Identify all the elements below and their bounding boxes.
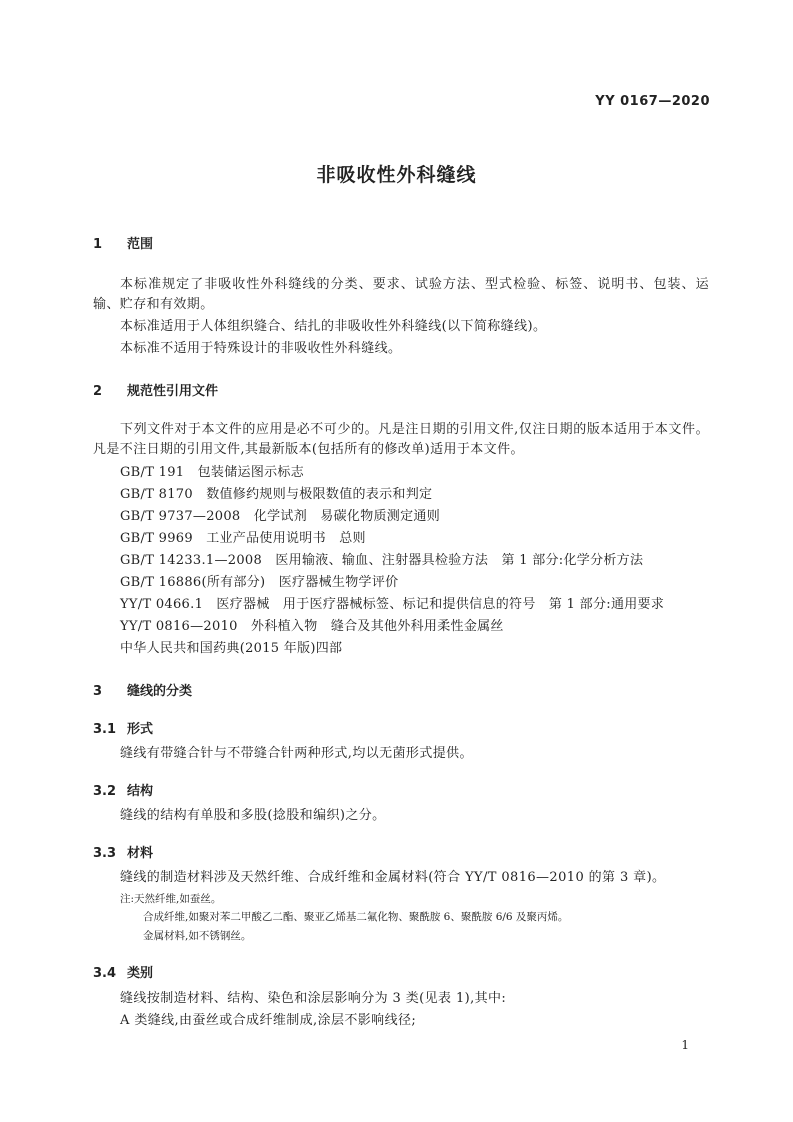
section-number: 3.3 bbox=[93, 846, 117, 861]
reference-item: 中华人民共和国药典(2015 年版)四部 bbox=[120, 641, 343, 656]
reference-item: GB/T 9969 工业产品使用说明书 总则 bbox=[120, 531, 366, 546]
section-title: 类别 bbox=[127, 966, 154, 981]
document-code: YY 0167—2020 bbox=[595, 94, 710, 109]
reference-item: GB/T 16886(所有部分) 医疗器械生物学评价 bbox=[120, 575, 399, 590]
section-title: 材料 bbox=[127, 846, 154, 861]
section-title: 形式 bbox=[127, 722, 154, 737]
section-1-heading bbox=[93, 233, 153, 252]
note-text: 金属材料,如不锈钢丝。 bbox=[143, 930, 252, 942]
note bbox=[120, 891, 221, 907]
paragraph: 下列文件对于本文件的应用是必不可少的。凡是注日期的引用文件,仅注日期的版本适用于本文件。凡是不注日期的引用文件,其最新版本(包括所有的修改单)适用于本文件。 bbox=[93, 422, 709, 457]
section-title: 缝线的分类 bbox=[127, 684, 193, 699]
section-3-heading bbox=[93, 680, 192, 699]
paragraph: 缝线的结构有单股和多股(捻股和编织)之分。 bbox=[120, 808, 386, 823]
section-number: 3 bbox=[93, 684, 103, 699]
section-number: 3.1 bbox=[93, 722, 117, 737]
subsection-3-1-heading bbox=[93, 718, 153, 737]
reference-item: GB/T 9737—2008 化学试剂 易碳化物质测定通则 bbox=[120, 509, 440, 524]
section-number: 3.4 bbox=[93, 966, 117, 981]
subsection-3-2-heading bbox=[93, 780, 153, 799]
section-number: 1 bbox=[93, 237, 103, 252]
reference-item: GB/T 8170 数值修约规则与极限数值的表示和判定 bbox=[120, 487, 433, 502]
paragraph: 本标准适用于人体组织缝合、结扎的非吸收性外科缝线(以下简称缝线)。 bbox=[120, 319, 547, 334]
document-title: 非吸收性外科缝线 bbox=[316, 164, 477, 186]
note-text: 合成纤维,如聚对苯二甲酸乙二酯、聚亚乙烯基二氟化物、聚酰胺 6、聚酰胺 6/6 及聚丙烯。 bbox=[143, 911, 569, 923]
section-number: 2 bbox=[93, 384, 103, 399]
section-title: 规范性引用文件 bbox=[127, 384, 219, 399]
reference-item: YY/T 0816—2010 外科植入物 缝合及其他外科用柔性金属丝 bbox=[120, 619, 504, 634]
paragraph: 缝线有带缝合针与不带缝合针两种形式,均以无菌形式提供。 bbox=[120, 746, 473, 761]
subsection-3-3-heading bbox=[93, 842, 153, 861]
section-title: 范围 bbox=[127, 237, 154, 252]
reference-item: GB/T 191 包装储运图示标志 bbox=[120, 465, 305, 480]
paragraph: A 类缝线,由蚕丝或合成纤维制成,涂层不影响线径; bbox=[120, 1013, 417, 1028]
paragraph: 缝线的制造材料涉及天然纤维、合成纤维和金属材料(符合 YY/T 0816—2010 的第 3 章)。 bbox=[120, 870, 666, 885]
section-number: 3.2 bbox=[93, 784, 117, 799]
reference-item: GB/T 14233.1—2008 医用输液、输血、注射器具检验方法 第 1 部分:化学分析方法 bbox=[120, 553, 644, 568]
page-number: 1 bbox=[681, 1038, 689, 1052]
subsection-3-4-heading bbox=[93, 962, 153, 981]
note-text: 天然纤维,如蚕丝。 bbox=[134, 893, 222, 905]
reference-item: YY/T 0466.1 医疗器械 用于医疗器械标签、标记和提供信息的符号 第 1 部分:通用要求 bbox=[120, 597, 665, 612]
note-label: 注: bbox=[120, 893, 135, 905]
section-2-heading bbox=[93, 380, 218, 399]
section-title: 结构 bbox=[127, 784, 154, 799]
paragraph: 缝线按制造材料、结构、染色和涂层影响分为 3 类(见表 1),其中: bbox=[120, 991, 507, 1006]
paragraph: 本标准规定了非吸收性外科缝线的分类、要求、试验方法、型式检验、标签、说明书、包装、运输、贮存和有效期。 bbox=[93, 277, 709, 312]
paragraph: 本标准不适用于特殊设计的非吸收性外科缝线。 bbox=[120, 341, 402, 356]
